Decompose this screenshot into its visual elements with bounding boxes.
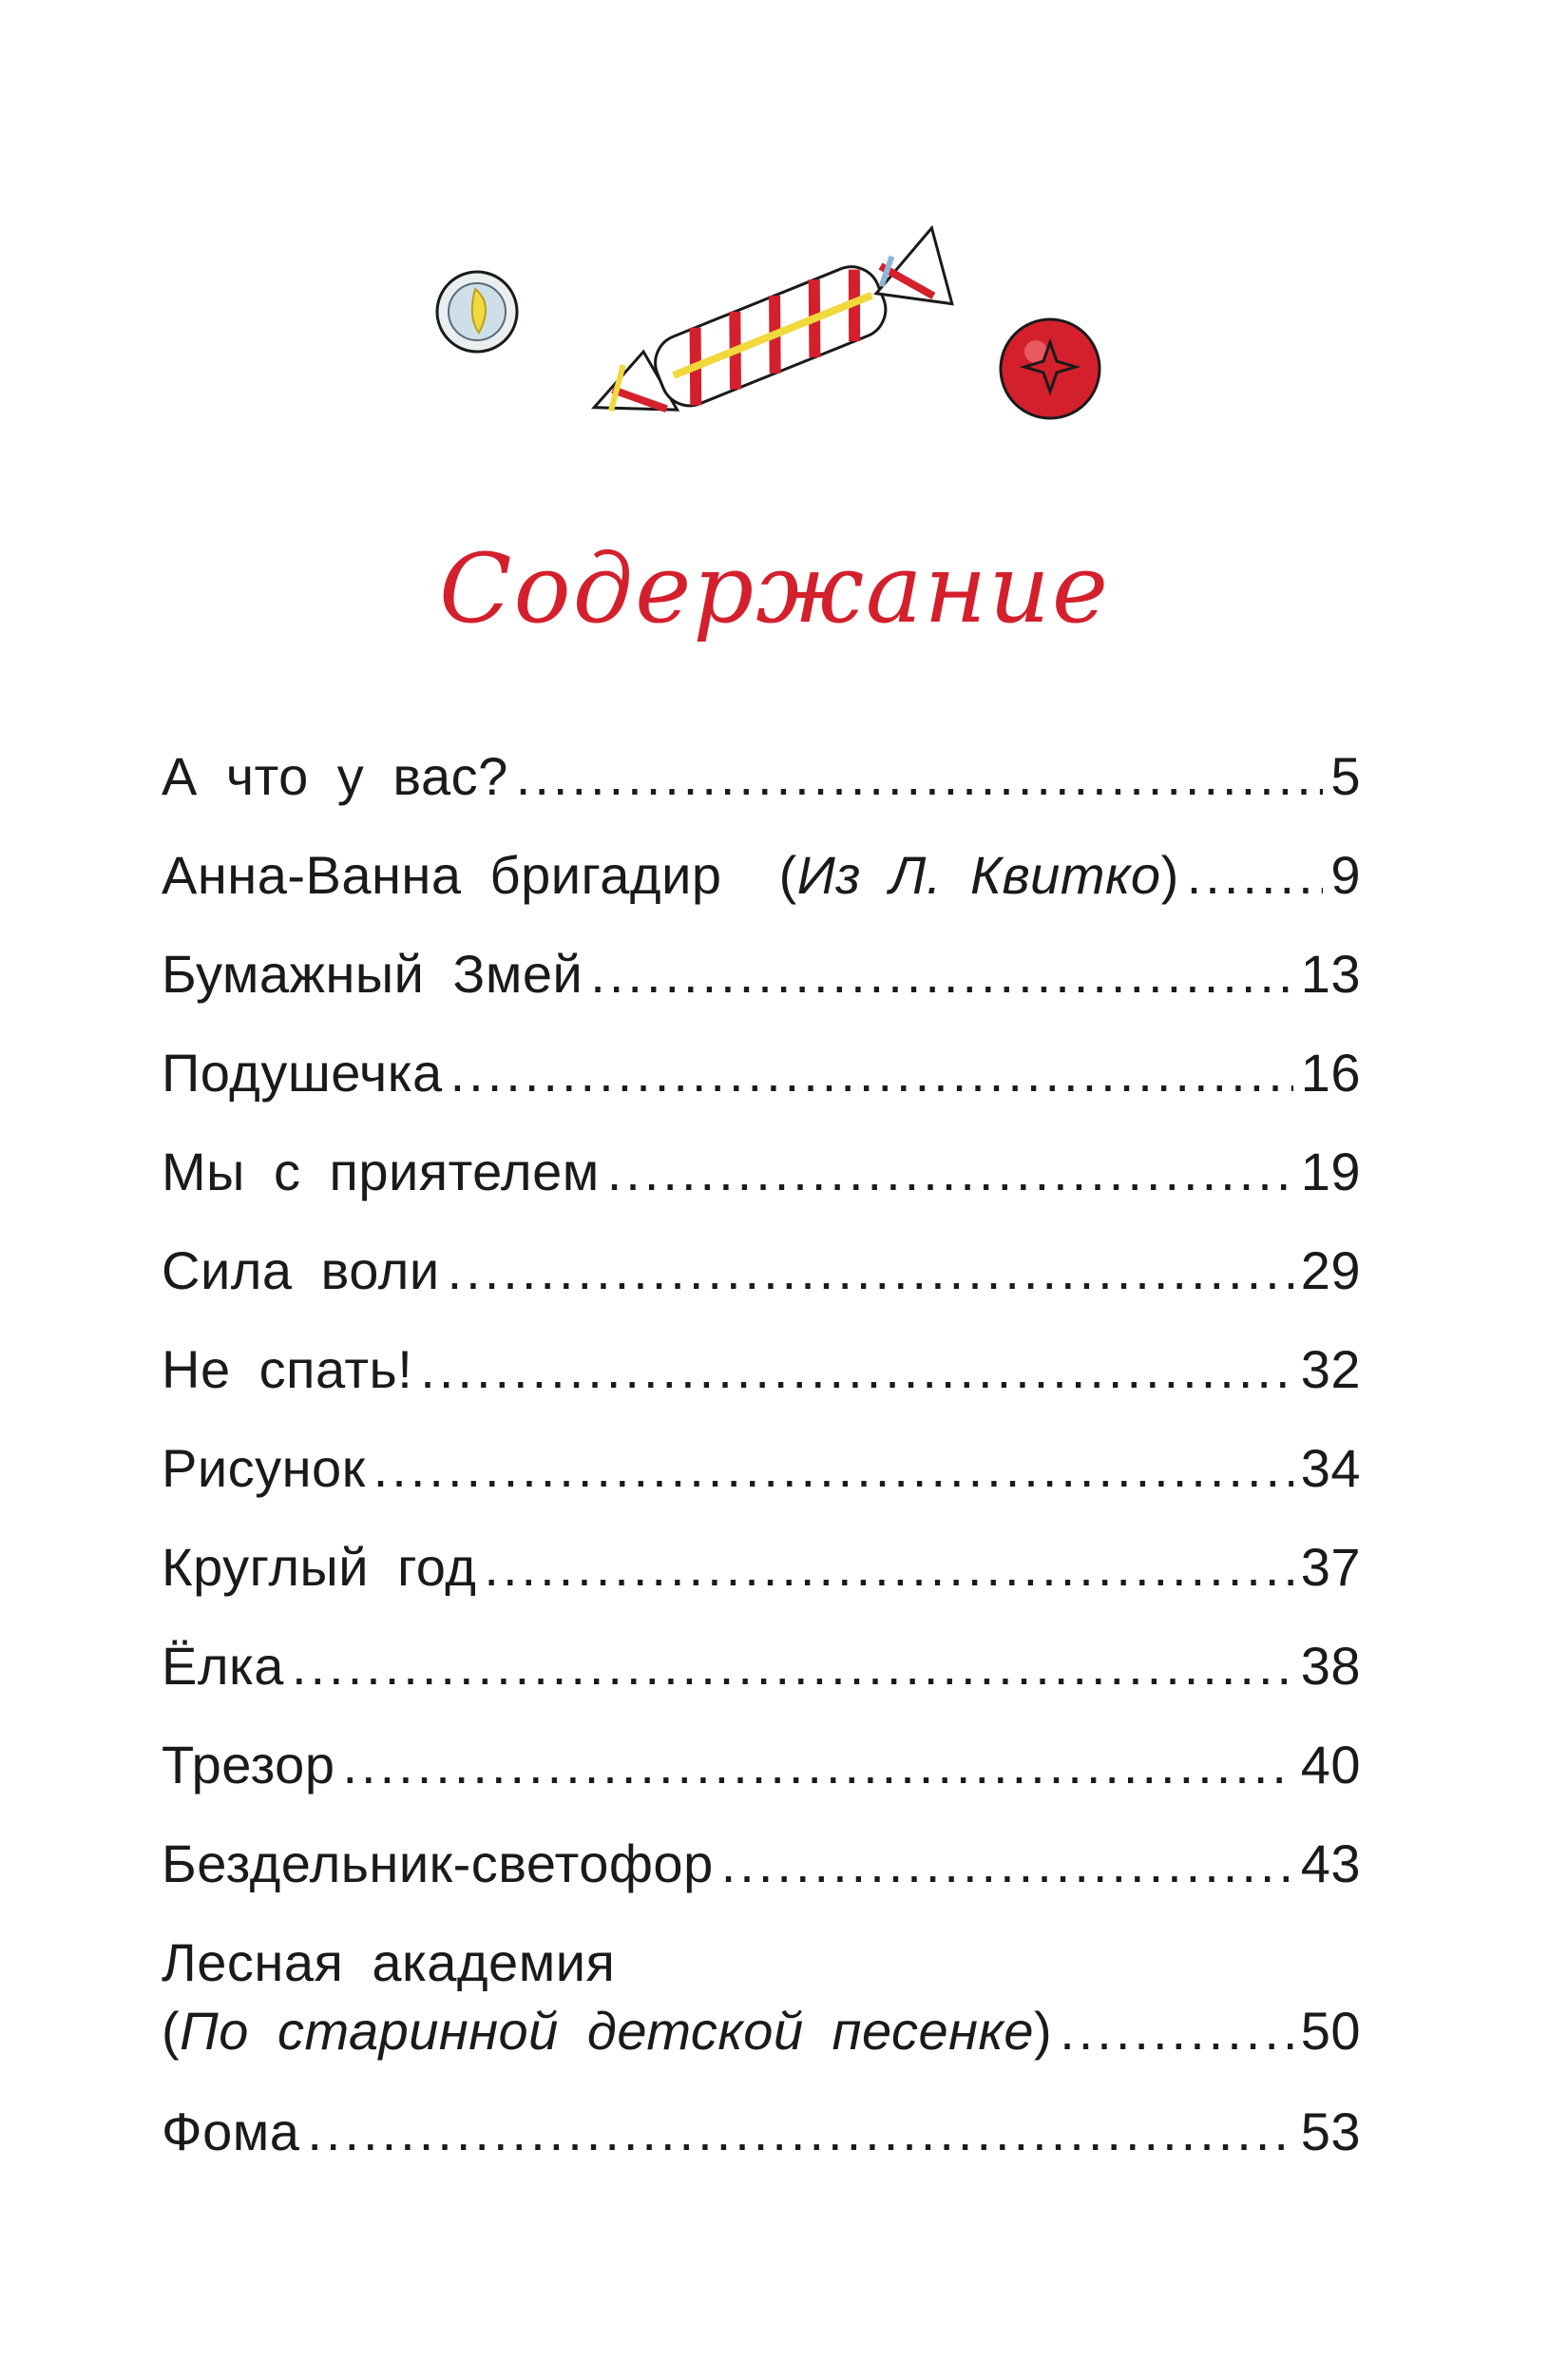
toc-entry-title: Фома	[162, 2102, 300, 2161]
toc-entry-title: Круглый год	[162, 1537, 477, 1597]
toc-entry[interactable]	[162, 734, 1361, 833]
toc-page-number: 16	[1300, 1043, 1361, 1103]
toc-page-number: 40	[1300, 1735, 1361, 1795]
toc-entry-title: Анна-Ванна бригадир	[162, 845, 722, 905]
toc-entry-title: Ёлка	[162, 1636, 284, 1696]
round-candy-right-icon	[1001, 319, 1100, 418]
candies-illustration	[418, 190, 1140, 475]
toc-entry[interactable]	[162, 1722, 1361, 1821]
toc-entry-title: Бездельник-светофор	[162, 1833, 714, 1893]
toc-page-number: 29	[1300, 1240, 1361, 1300]
toc-entry[interactable]	[162, 1030, 1361, 1129]
dot-leader	[590, 943, 1292, 1005]
toc-entry-title: Не спать!	[162, 1339, 413, 1399]
toc-entry[interactable]	[162, 1920, 1361, 2118]
toc-page-number: 38	[1300, 1636, 1361, 1696]
round-candy-left-icon	[437, 272, 517, 352]
toc-entry-subtitle: (По старинной детской песенке)	[162, 2001, 1053, 2061]
toc-page-number: 9	[1330, 845, 1361, 905]
toc-entry[interactable]	[162, 931, 1361, 1030]
page-title: Содержание	[438, 533, 1111, 644]
dot-leader	[516, 745, 1324, 807]
toc-entry[interactable]	[162, 2089, 1361, 2188]
wrapped-candy-icon	[580, 228, 962, 443]
toc-entry[interactable]	[162, 1327, 1361, 1426]
dot-leader	[307, 2101, 1292, 2162]
dot-leader	[721, 1833, 1293, 1894]
toc-entry-title: Трезор	[162, 1735, 335, 1795]
toc-entry-title: Рисунок	[162, 1438, 366, 1498]
table-of-contents	[162, 734, 1361, 2188]
toc-page-number: 53	[1300, 2102, 1361, 2161]
toc-page-number: 32	[1300, 1339, 1361, 1399]
toc-page-number: 5	[1330, 746, 1361, 806]
toc-entry[interactable]	[162, 1623, 1361, 1722]
dot-leader	[448, 1239, 1293, 1301]
toc-entry[interactable]	[162, 1525, 1361, 1623]
dot-leader	[484, 1536, 1292, 1598]
toc-entry-title: Бумажный Змей	[162, 944, 583, 1004]
toc-entry[interactable]	[162, 1426, 1361, 1525]
dot-leader	[1187, 844, 1324, 906]
dot-leader	[373, 1437, 1293, 1499]
dot-leader	[342, 1734, 1292, 1795]
toc-entry-title: Подушечка	[162, 1043, 443, 1103]
dot-leader	[607, 1141, 1293, 1202]
toc-entry-title: Мы с приятелем	[162, 1142, 600, 1201]
toc-entry[interactable]	[162, 1129, 1361, 1228]
toc-entry-subtitle: (Из Л. Квитко)	[778, 845, 1179, 905]
dot-leader	[292, 1635, 1293, 1697]
dot-leader	[1060, 2000, 1293, 2062]
toc-page-number: 34	[1300, 1438, 1361, 1498]
toc-entry[interactable]	[162, 1228, 1361, 1327]
toc-entry[interactable]	[162, 833, 1361, 931]
dot-leader	[450, 1042, 1293, 1104]
toc-entry-title: А что у вас?	[162, 746, 508, 806]
toc-entry[interactable]	[162, 1821, 1361, 1920]
toc-page-number: 43	[1300, 1833, 1361, 1893]
toc-page-number: 50	[1300, 2001, 1361, 2061]
toc-entry-title: Лесная академия	[162, 1932, 616, 1992]
toc-page-number: 13	[1300, 944, 1361, 1004]
toc-page-number: 37	[1300, 1537, 1361, 1597]
toc-entry-title: Сила воли	[162, 1240, 440, 1300]
dot-leader	[420, 1338, 1292, 1400]
toc-page-number: 19	[1300, 1142, 1361, 1201]
